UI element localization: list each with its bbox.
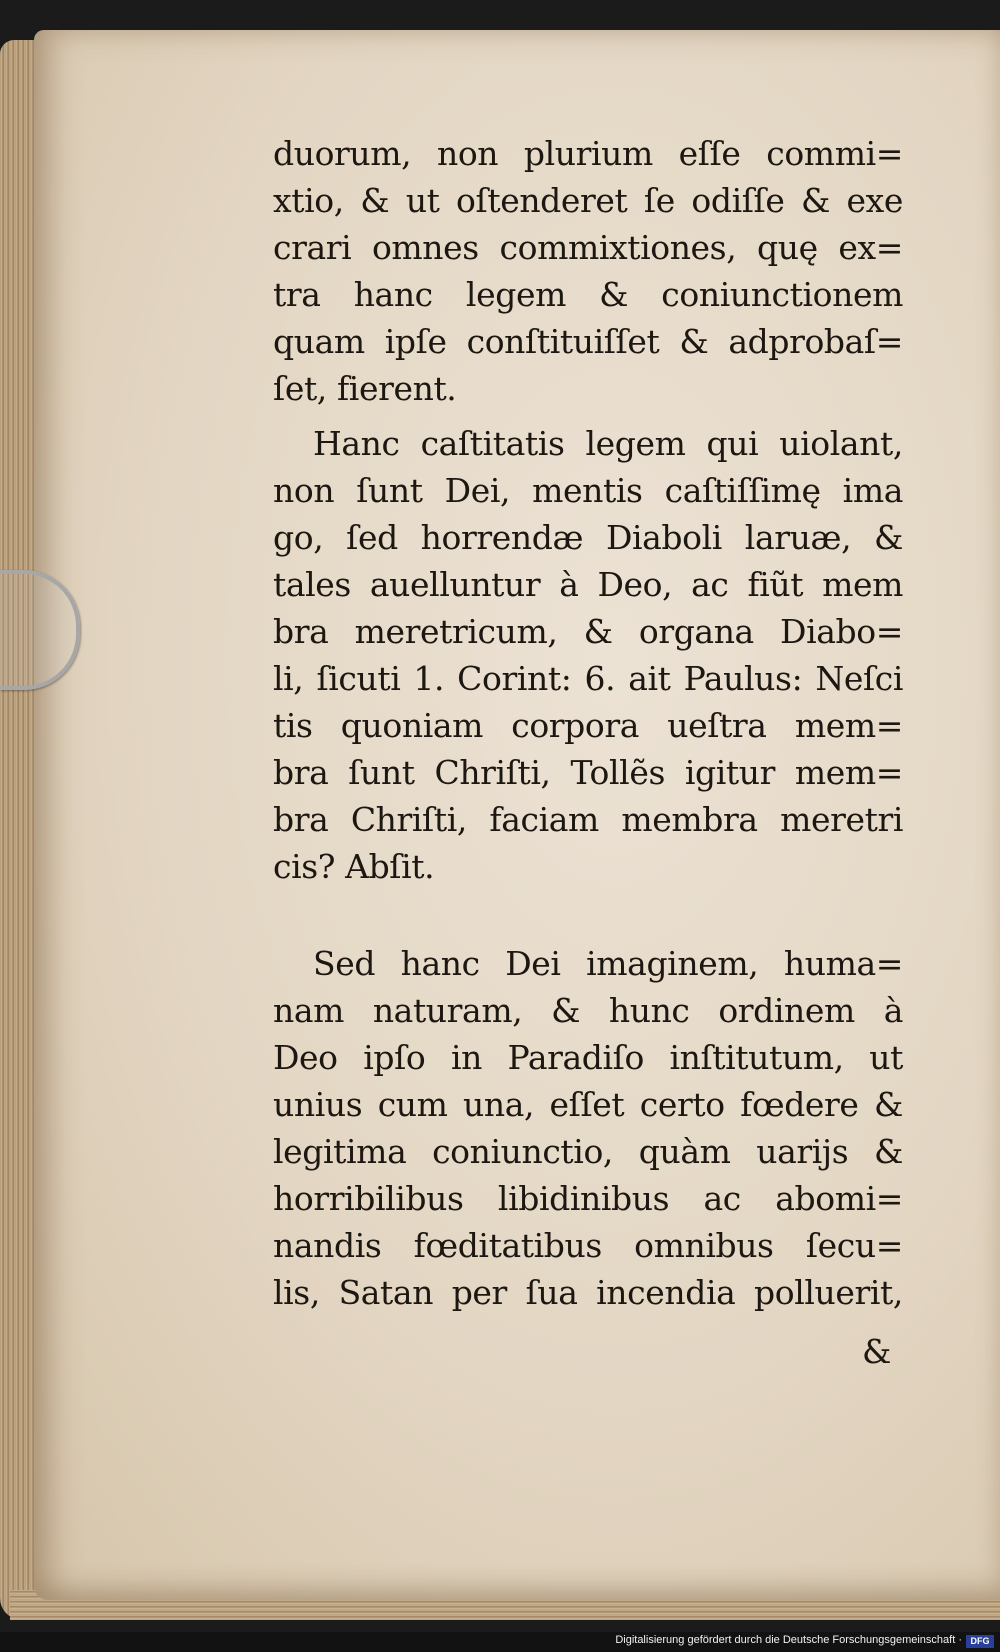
text-line: bra meretricum, & organa Diabo= [273, 612, 903, 651]
footer-credit: Digitalisierung gefördert durch die Deutsche Forschungsgemeinschaft · [615, 1634, 962, 1646]
text-line: nandis fœditatibus omnibus ſecu= [273, 1226, 903, 1265]
text-line: Deo ipſo in Paradiſo inſtitutum, ut [273, 1038, 903, 1077]
text-line: non ſunt Dei, mentis caſtiſſimę ima [273, 471, 903, 510]
text-line: tis quoniam corpora ueſtra mem= [273, 706, 903, 745]
section-gap [273, 890, 903, 940]
text-line: unius cum una, eſſet certo fœdere & [273, 1085, 903, 1124]
text-line: lis, Satan per ſua incendia polluerit, [273, 1273, 903, 1312]
footer-bar [0, 1632, 1000, 1652]
text-line: go, ſed horrendæ Diaboli laruæ, & [273, 518, 903, 557]
text-line: li, ſicuti 1. Corint: 6. ait Paulus: Neſci [273, 659, 903, 698]
text-line: ſet, fierent. [273, 369, 457, 408]
text-line: legitima coniunctio, quàm uarijs & [273, 1132, 903, 1171]
text-line: duorum, non plurium eſſe commi= [273, 134, 903, 173]
text-line: tales auelluntur à Deo, ac fiũt mem [273, 565, 903, 604]
text-line: bra Chriſti, faciam membra meretri [273, 800, 903, 839]
dfg-logo: DFG [966, 1635, 994, 1648]
text-line: tra hanc legem & coniunctionem [273, 275, 903, 314]
text-line: quam ipſe conſtituiſſet & adprobaſ= [273, 322, 903, 361]
text-block [273, 130, 903, 1316]
paragraph-gap [273, 412, 903, 420]
catchword: & [862, 1332, 892, 1371]
text-line: horribilibus libidinibus ac abomi= [273, 1179, 903, 1218]
text-line: bra ſunt Chriſti, Tollẽs igitur mem= [273, 753, 903, 792]
text-line: cis? Abſit. [273, 847, 435, 886]
text-line: nam naturam, & hunc ordinem à [273, 991, 903, 1030]
text-line: Sed hanc Dei imaginem, huma= [313, 944, 903, 983]
text-line: crari omnes commixtiones, quę ex= [273, 228, 903, 267]
text-line: xtio, & ut oſtenderet ſe odiſſe & exe [273, 181, 903, 220]
text-line: Hanc caſtitatis legem qui uiolant, [313, 424, 903, 463]
